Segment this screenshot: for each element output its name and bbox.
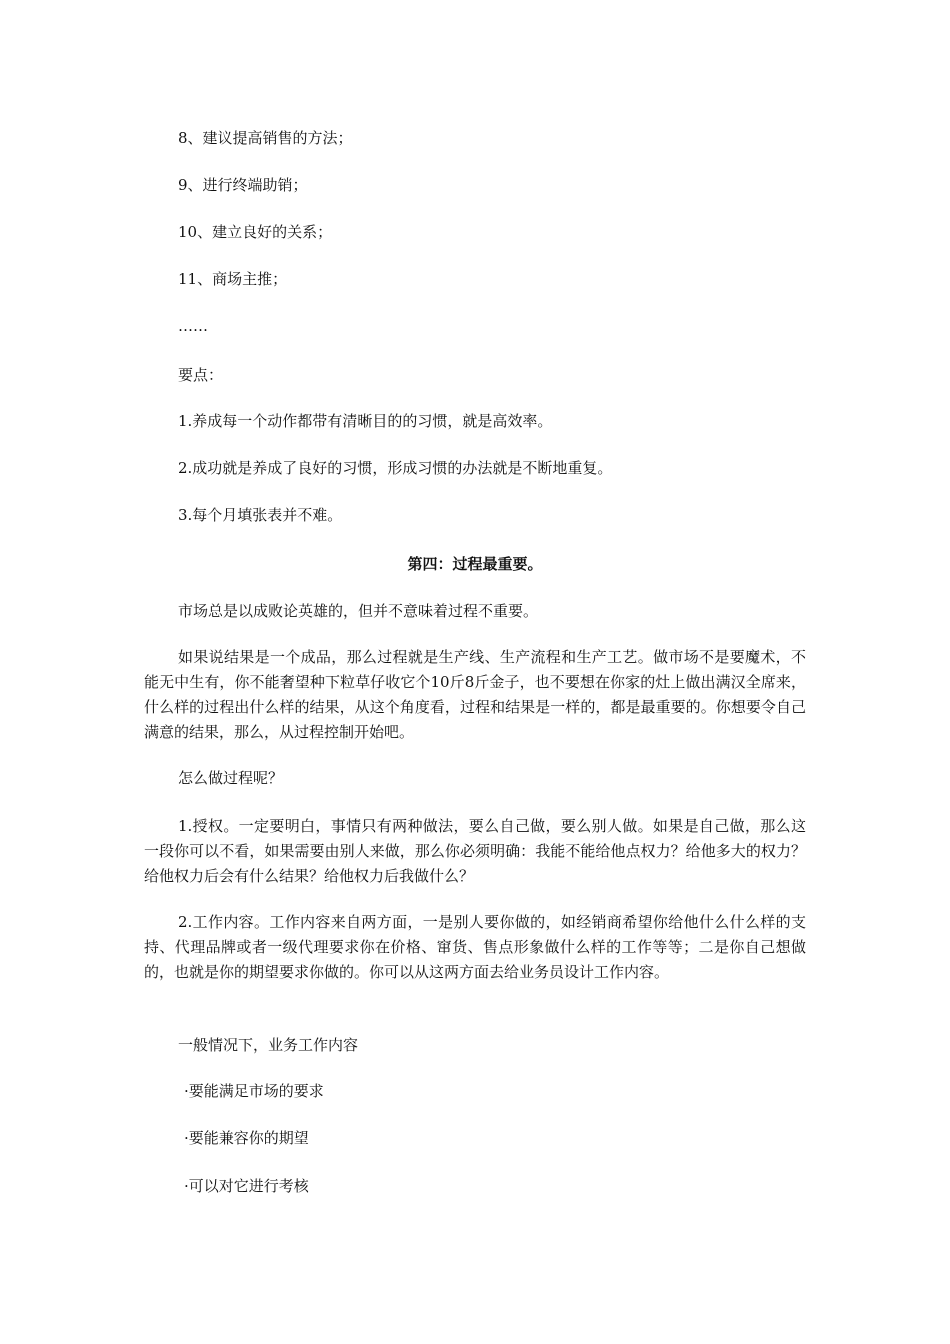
bullet-assessable: ·可以对它进行考核 — [184, 1177, 309, 1195]
list-ellipsis: …… — [178, 317, 208, 335]
key-point-2: 2.成功就是养成了良好的习惯，形成习惯的办法就是不断地重复。 — [178, 459, 613, 477]
list-item-8: 8、建议提高销售的方法； — [178, 129, 353, 147]
paragraph-process-result: 如果说结果是一个成品，那么过程就是生产线、生产流程和生产工艺。做市场不是要魔术，不能无中生有，你不能奢望种下粒草仔收它个10斤8斤金子，也不要想在你家的灶上做出满汉全席来，什么样的过程出什么样的结果，从这个角度看，过程和结果是一样的，都是最重要的。你想要令自己满意的结果，那么，从过程控制开始吧。 — [144, 648, 806, 741]
key-points-label: 要点： — [178, 366, 224, 384]
paragraph-authorization: 1.授权。一定要明白，事情只有两种做法，要么自己做，要么别人做。如果是自己做，那么这一段你可以不看，如果需要由别人来做，那么你必须明确：我能不能给他点权力？给他多大的权力？给他权力后会有什么结果？给他权力后我做什么？ — [144, 817, 806, 885]
paragraph-general-case: 一般情况下，业务工作内容 — [178, 1036, 359, 1054]
bullet-compatible-expectations: ·要能兼容你的期望 — [184, 1129, 309, 1147]
paragraph-intro: 市场总是以成败论英雄的，但并不意味着过程不重要。 — [178, 602, 539, 620]
list-item-10: 10、建立良好的关系； — [178, 223, 333, 241]
bullet-market-requirements: ·要能满足市场的要求 — [184, 1082, 324, 1100]
section-title: 第四：过程最重要。 — [407, 555, 543, 573]
paragraph-how-question: 怎么做过程呢？ — [178, 769, 284, 787]
key-point-3: 3.每个月填张表并不难。 — [178, 506, 343, 524]
key-point-1: 1.养成每一个动作都带有清晰目的的习惯，就是高效率。 — [178, 412, 553, 430]
list-item-9: 9、进行终端助销； — [178, 176, 308, 194]
list-item-11: 11、商场主推； — [178, 270, 288, 288]
paragraph-work-content: 2.工作内容。工作内容来自两方面，一是别人要你做的，如经销商希望你给他什么什么样的支持、代理品牌或者一级代理要求你在价格、窜货、售点形象做什么样的工作等等；二是你自己想做的，也就是你的期望要求你做的。你可以从这两方面去给业务员设计工作内容。 — [144, 913, 806, 981]
